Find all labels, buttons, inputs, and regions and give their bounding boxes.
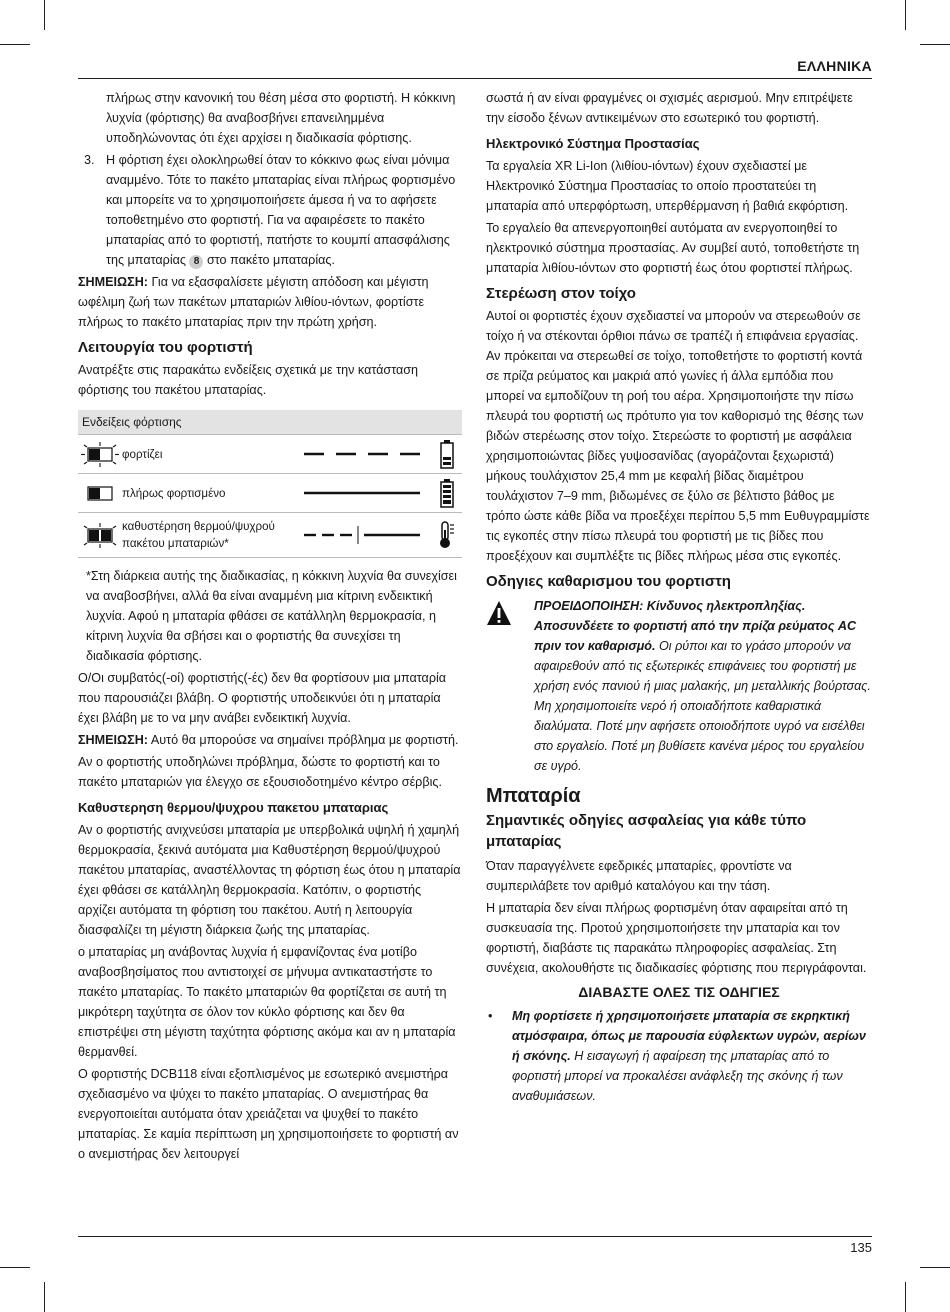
crop-mark <box>920 44 950 45</box>
subsection-heading: Καθυστερηση θερμου/ψυχρου πακετου μπαταριας <box>78 800 389 815</box>
paragraph: ο μπαταρίας μη ανάβοντας λυχνία ή εμφανίζοντας ένα μοτίβο αναβοσβησίματος που αντιστοιχεί σε μήνυμα αντικαταστήστε το πακέτο μπαταρίας. Το πακέτο μπαταριών θα φορτίζεται σε αυτή τη μικρότερη ταχύτητα σε όλον τον κύκλο φόρτισης και δεν θα επιστρέψει στη μέγιστη ταχύτητα φόρτισης ακόμα και αν η μπαταρία θερμανθεί. <box>78 945 456 1059</box>
crop-mark <box>905 1282 906 1312</box>
crop-mark <box>920 1267 950 1268</box>
list-item-text-end: στο πακέτο μπαταρίας. <box>206 253 335 267</box>
table-header: Ενδείξεις φόρτισης <box>78 410 462 434</box>
warning-text: Οι ρύποι και το γράσο μπορούν να αφαιρεθούν από τις εξωτερικές επιφάνειες του φορτιστή με χρήση ενός πανιού ή μιας μαλακής, μη μεταλλικής βούρτσας. Μη χρησιμοποιείτε νερό ή οποιαδήποτε καθαριστικά διαλύματα. Ποτέ μην αφήσετε οποιοδήποτε υγρό να εισέλθει στο εργαλείο. Ποτέ μη βυθίσετε κανένα μέρος του εργαλείου σε υγρό. <box>534 639 871 773</box>
delay-line-icon <box>292 524 432 546</box>
paragraph: Αν ο φορτιστής ανιχνεύσει μπαταρία με υπερβολικά υψηλή ή χαμηλή θερμοκρασία, ξεκινά αυτόματα μια Καθυστέρηση θερμού/ψυχρού πακέτου μπαταρίας, αναστέλλοντας τη φόρτιση έως ότου η μπαταρία έχει φθάσει σε κατάλληλη θερμοκρασία. Κατόπιν, ο φορτιστής αρχίζει αυτόματα τη φόρτιση του πακέτου. Αυτή η λειτουργία διασφαλίζει τη μέγιστη διάρκεια ζωής της μπαταρίας. <box>78 823 461 937</box>
bullet-mark: • <box>488 1009 493 1023</box>
warning-triangle-icon <box>486 600 512 632</box>
list-item-3 <box>78 150 462 270</box>
note-text: Αυτό θα μπορούσε να σημαίνει πρόβλημα με φορτιστή. <box>150 733 459 747</box>
right-column <box>486 88 872 1106</box>
paragraph: Η μπαταρία δεν είναι πλήρως φορτισμένη όταν αφαιρείται από τη συσκευασία της. Προτού χρησιμοποιήσετε την μπαταρία και τον φορτιστή, διαβάστε τις παρακάτω πληροφορίες ασφαλείας. Στη συνέχεια, ακολουθήστε τις διαδικασίες φόρτισης που περιγράφονται. <box>486 901 867 975</box>
note-label: ΣΗΜΕΙΩΣΗ: <box>78 733 148 747</box>
paragraph: Ο φορτιστής DCB118 είναι εξοπλισμένος με εσωτερικό ανεμιστήρα σχεδιασμένο να ψύχει το πακέτο μπαταρίας. Ο ανεμιστήρας θα ενεργοποιείται αυτόματα όταν χρειάζεται να ψυχθεί το πακέτο μπαταρίας. Σε καμία περίπτωση μη χρησιμοποιήσετε το φορτιστή αν ο ανεμιστήρας δεν λειτουργεί <box>78 1067 459 1161</box>
header-rule <box>78 78 872 79</box>
indicator-label: φορτίζει <box>122 447 163 461</box>
section-heading: Σημαντικές οδηγίες ασφαλείας για κάθε τύπο μπαταρίας <box>486 812 807 850</box>
continued-paragraph: σωστά ή αν είναι φραγμένες οι σχισμές αερισμού. Μην επιτρέψετε την είσοδο ξένων αντικειμένων στο εσωτερικό του φορτιστή. <box>486 91 853 125</box>
crop-mark <box>905 0 906 30</box>
bullet-text: Η εισαγωγή ή αφαίρεση της μπαταρίας από το φορτιστή μπορεί να προκαλέσει ανάφλεξη της σκόνης ή των αναθυμιάσεων. <box>512 1049 843 1103</box>
list-number: 3. <box>84 153 95 167</box>
table-row <box>78 512 462 557</box>
crop-mark <box>44 0 45 30</box>
indicator-label: πλήρως φορτισμένο <box>122 486 226 500</box>
table-row <box>78 473 462 512</box>
warning-bold-text: ΠΡΟΕΙΔΟΠΟΙΗΣΗ: Κίνδυνος ηλεκτροπληξίας. Αποσυνδέετε το φορτιστή από την πρίζα ρεύματος AC πριν τον καθαρισμό. <box>534 599 857 653</box>
list-item-text: Η φόρτιση έχει ολοκληρωθεί όταν το κόκκινο φως είναι μόνιμα αναμμένο. Τότε το πακέτο μπαταρίας είναι πλήρως φορτισμένο και μπορείτε να το χρησιμοποιήσετε άμεσα ή να το αφήσετε τοποθετημένο στο φορτιστή. Για να αφαιρέσετε το πακέτο μπαταρίας από το φορτιστή, πατήστε το κουμπί απασφάλισης της μπαταρίας <box>106 153 456 267</box>
paragraph: Τα εργαλεία XR Li-Ion (λιθίου-ιόντων) έχουν σχεδιαστεί με Ηλεκτρονικό Σύστημα Προστασίας το οποίο προστατεύει τη μπαταρία από υπερφόρτωση, υπερθέρμανση ή βαθιά εκφόρτιση. <box>486 159 849 213</box>
dashed-line-icon <box>292 451 432 457</box>
blinking-led-icon <box>78 441 122 467</box>
list-item <box>486 1006 872 1106</box>
footnote-paragraph: *Στη διάρκεια αυτής της διαδικασίας, η κόκκινη λυχνία θα συνεχίσει να αναβοσβήνει, αλλά θα είναι αναμμένη μια κίτρινη ενδεικτική λυχνία. Αφού η μπαταρία φθάσει σε κατάλληλη θερμοκρασία, η κίτρινη λυχνία θα σβήσει και ο φορτιστής θα συνεχίσει τη διαδικασία φόρτισης. <box>86 569 457 663</box>
paragraph: Αυτοί οι φορτιστές έχουν σχεδιαστεί να μπορούν να στερεωθούν σε τοίχο ή να στέκονται όρθιοι πάνω σε τραπέζι ή επιφάνεια εργασίας. Αν πρόκειται να στερεωθεί σε τοίχο, τοποθετήστε το φορτιστή κοντά σε πρίζα ρεύματος και μακριά από γωνίες ή άλλα εμπόδια που μπορεί να εμποδίζουν τη ροή του αέρα. Χρησιμοποιήστε την πίσω πλευρά του φορτιστή ως πρότυπο για τον καθορισμό της θέσης των βιδών στερέωσης στον τοίχο. Στερεώστε το φορτιστή με ασφάλεια χρησιμοποιώντας βίδες γυψοσανίδας (αγοράζονται ξεχωριστά) μήκους τουλάχιστον 25,4 mm με κεφαλή βίδας διαμέτρου τουλάχιστον 7–9 mm, βιδωμένες σε ξύλο σε βέλτιστο βάθος με τρόπο ώστε κάθε βίδα να προεξέχει περίπου 5,5 mm Ευθυγραμμίστε τις εγκοπές στην πίσω πλευρά του φορτιστή με τις βίδες που προεξέχουν και συμπλέξτε τις βίδες πλήρως μέσα στις εγκοπές. <box>486 309 870 563</box>
read-all-heading: ΔΙΑΒΑΣΤΕ ΟΛΕΣ ΤΙΣ ΟΔΗΓΙΕΣ <box>578 984 780 1000</box>
solid-led-icon <box>78 480 122 506</box>
indicator-label: καθυστέρηση θερμού/ψυχρού πακέτου μπαταριών* <box>122 520 275 550</box>
paragraph: Όταν παραγγέλνετε εφεδρικές μπαταρίες, φροντίστε να συμπεριλάβετε τον αριθμό καταλόγου και την τάση. <box>486 859 792 893</box>
dual-blinking-led-icon <box>78 522 122 548</box>
crop-mark <box>0 1267 30 1268</box>
battery-full-icon <box>432 478 462 508</box>
thermometer-icon <box>432 520 462 550</box>
note-paragraph <box>78 272 462 332</box>
warning-block <box>486 596 872 776</box>
continued-paragraph: πλήρως στην κανονική του θέση μέσα στο φορτιστή. Η κόκκινη λυχνία (φόρτισης) θα αναβοσβήνει επανειλημμένα υποδηλώνοντας ότι έχει αρχίσει η διαδικασία φόρτισης. <box>106 91 456 145</box>
footer-rule <box>78 1236 872 1237</box>
paragraph: Αν ο φορτιστής υποδηλώνει πρόβλημα, δώστε το φορτιστή και το πακέτο μπαταριών για έλεγχο σε εξουσιοδοτημένο κέντρο σέρβις. <box>78 755 442 789</box>
bullet-bold-text: Μη φορτίσετε ή χρησιμοποιήσετε μπαταρία σε εκρηκτική ατμόσφαιρα, όπως με παρουσία εύφλεκτων υγρών, αερίων ή σκόνης. <box>512 1009 866 1063</box>
subsection-heading: Ηλεκτρονικό Σύστημα Προστασίας <box>486 136 700 151</box>
note-text: Για να εξασφαλίσετε μέγιστη απόδοση και μέγιστη ωφέλιμη ζωή των πακέτων μπαταριών λιθίου-ιόντων, φορτίστε πλήρως το πακέτο μπαταρίας πριν την πρώτη χρήση. <box>78 275 429 329</box>
chapter-heading: Μπαταρία <box>486 785 581 807</box>
crop-mark <box>0 44 30 45</box>
section-heading: Λειτουργία του φορτιστή <box>78 339 253 356</box>
left-column <box>78 88 462 1166</box>
note-label: ΣΗΜΕΙΩΣΗ: <box>78 275 148 289</box>
language-header: ΕΛΛΗΝΙΚΑ <box>797 58 872 74</box>
note-paragraph <box>78 730 462 750</box>
paragraph: Ανατρέξτε στις παρακάτω ενδείξεις σχετικά με την κατάσταση φόρτισης του πακέτου μπαταρίας. <box>78 363 419 397</box>
callout-badge: 8 <box>189 255 203 269</box>
page-number: 135 <box>850 1240 872 1255</box>
section-heading: Στερέωση στον τοίχο <box>486 285 636 302</box>
paragraph: Το εργαλείο θα απενεργοποιηθεί αυτόματα αν ενεργοποιηθεί το ηλεκτρονικό σύστημα προστασίας. Αν συμβεί αυτό, τοποθετήστε τη μπαταρία λιθίου-ιόντων στο φορτιστή έως ότου φορτιστεί πλήρως. <box>486 221 860 275</box>
section-heading: Οδηγιες καθαρισμου του φορτιστη <box>486 573 731 590</box>
crop-mark <box>44 1282 45 1312</box>
battery-charging-icon <box>432 439 462 469</box>
paragraph: Ο/Οι συμβατός(-οί) φορτιστής(-ές) δεν θα φορτίσουν μια μπαταρία που παρουσιάζει βλάβη. Ο φορτιστής υποδεικνύει ότι η μπαταρία έχει βλάβη με το να μην ανάβει ενδεικτική λυχνία. <box>78 671 447 725</box>
table-row <box>78 434 462 473</box>
charge-indicators-table <box>78 410 462 558</box>
solid-line-icon <box>292 490 432 496</box>
